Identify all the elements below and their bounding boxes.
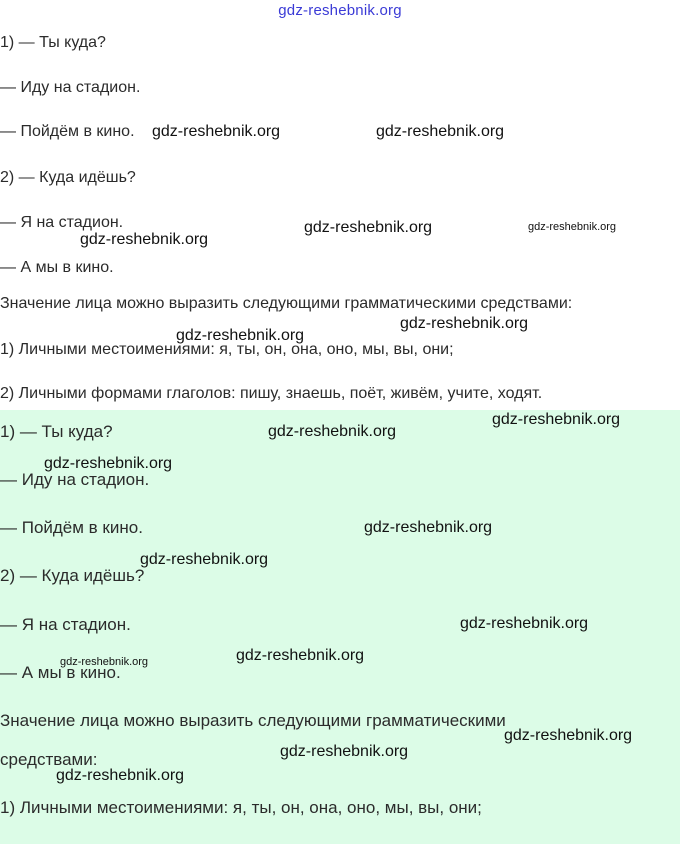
dialogue-line: — Пойдём в кино.	[0, 123, 135, 140]
dialogue-line: — Иду на стадион.	[0, 79, 141, 96]
watermark-text: gdz-reshebnik.org	[152, 123, 281, 140]
dialogue-line: — Я на стадион.	[0, 214, 124, 231]
watermark-text: gdz-reshebnik.org	[176, 327, 305, 344]
paragraph-text: Значение лица можно выразить следующими грамматическими средствами:	[0, 295, 573, 312]
watermark-text: gdz-reshebnik.org	[460, 615, 589, 632]
watermark-text: gdz-reshebnik.org	[376, 123, 505, 140]
watermark-text: gdz-reshebnik.org	[60, 656, 149, 668]
watermark-text: gdz-reshebnik.org	[56, 767, 185, 784]
dialogue-line: — А мы в кино.	[0, 259, 114, 276]
watermark-text: gdz-reshebnik.org	[492, 411, 621, 428]
site-header-link[interactable]: gdz-reshebnik.org	[278, 2, 402, 19]
dialogue-line: 2) — Куда идёшь?	[0, 566, 145, 585]
watermark-text: gdz-reshebnik.org	[280, 743, 409, 760]
dialogue-line: — Я на стадион.	[0, 615, 131, 634]
dialogue-line: — Иду на стадион.	[0, 470, 150, 489]
dialogue-line: 1) — Ты куда?	[0, 422, 113, 441]
paragraph-text: 1) Личными местоимениями: я, ты, он, она, оно, мы, вы, они;	[0, 798, 482, 817]
watermark-text: gdz-reshebnik.org	[80, 231, 209, 248]
watermark-text: gdz-reshebnik.org	[268, 423, 397, 440]
watermark-text: gdz-reshebnik.org	[364, 519, 493, 536]
dialogue-line: — Пойдём в кино.	[0, 518, 143, 537]
paragraph-text: 1) Личными местоимениями: я, ты, он, она, оно, мы, вы, они;	[0, 341, 454, 358]
watermark-text: gdz-reshebnik.org	[528, 221, 617, 233]
paragraph-text: 2) Личными формами глаголов: пишу, знаешь, поёт, живём, учите, ходят.	[0, 385, 543, 402]
dialogue-line: 2) — Куда идёшь?	[0, 169, 136, 186]
watermark-text: gdz-reshebnik.org	[140, 551, 269, 568]
watermark-text: gdz-reshebnik.org	[400, 315, 529, 332]
watermark-text: gdz-reshebnik.org	[304, 219, 433, 236]
watermark-text: gdz-reshebnik.org	[504, 727, 633, 744]
dialogue-line: — А мы в кино.	[0, 663, 121, 682]
paragraph-text: средствами:	[0, 750, 98, 769]
watermark-text: gdz-reshebnik.org	[44, 455, 173, 472]
dialogue-line: 1) — Ты куда?	[0, 34, 106, 51]
watermark-text: gdz-reshebnik.org	[236, 647, 365, 664]
paragraph-text: Значение лица можно выразить следующими грамматическими	[0, 711, 506, 730]
